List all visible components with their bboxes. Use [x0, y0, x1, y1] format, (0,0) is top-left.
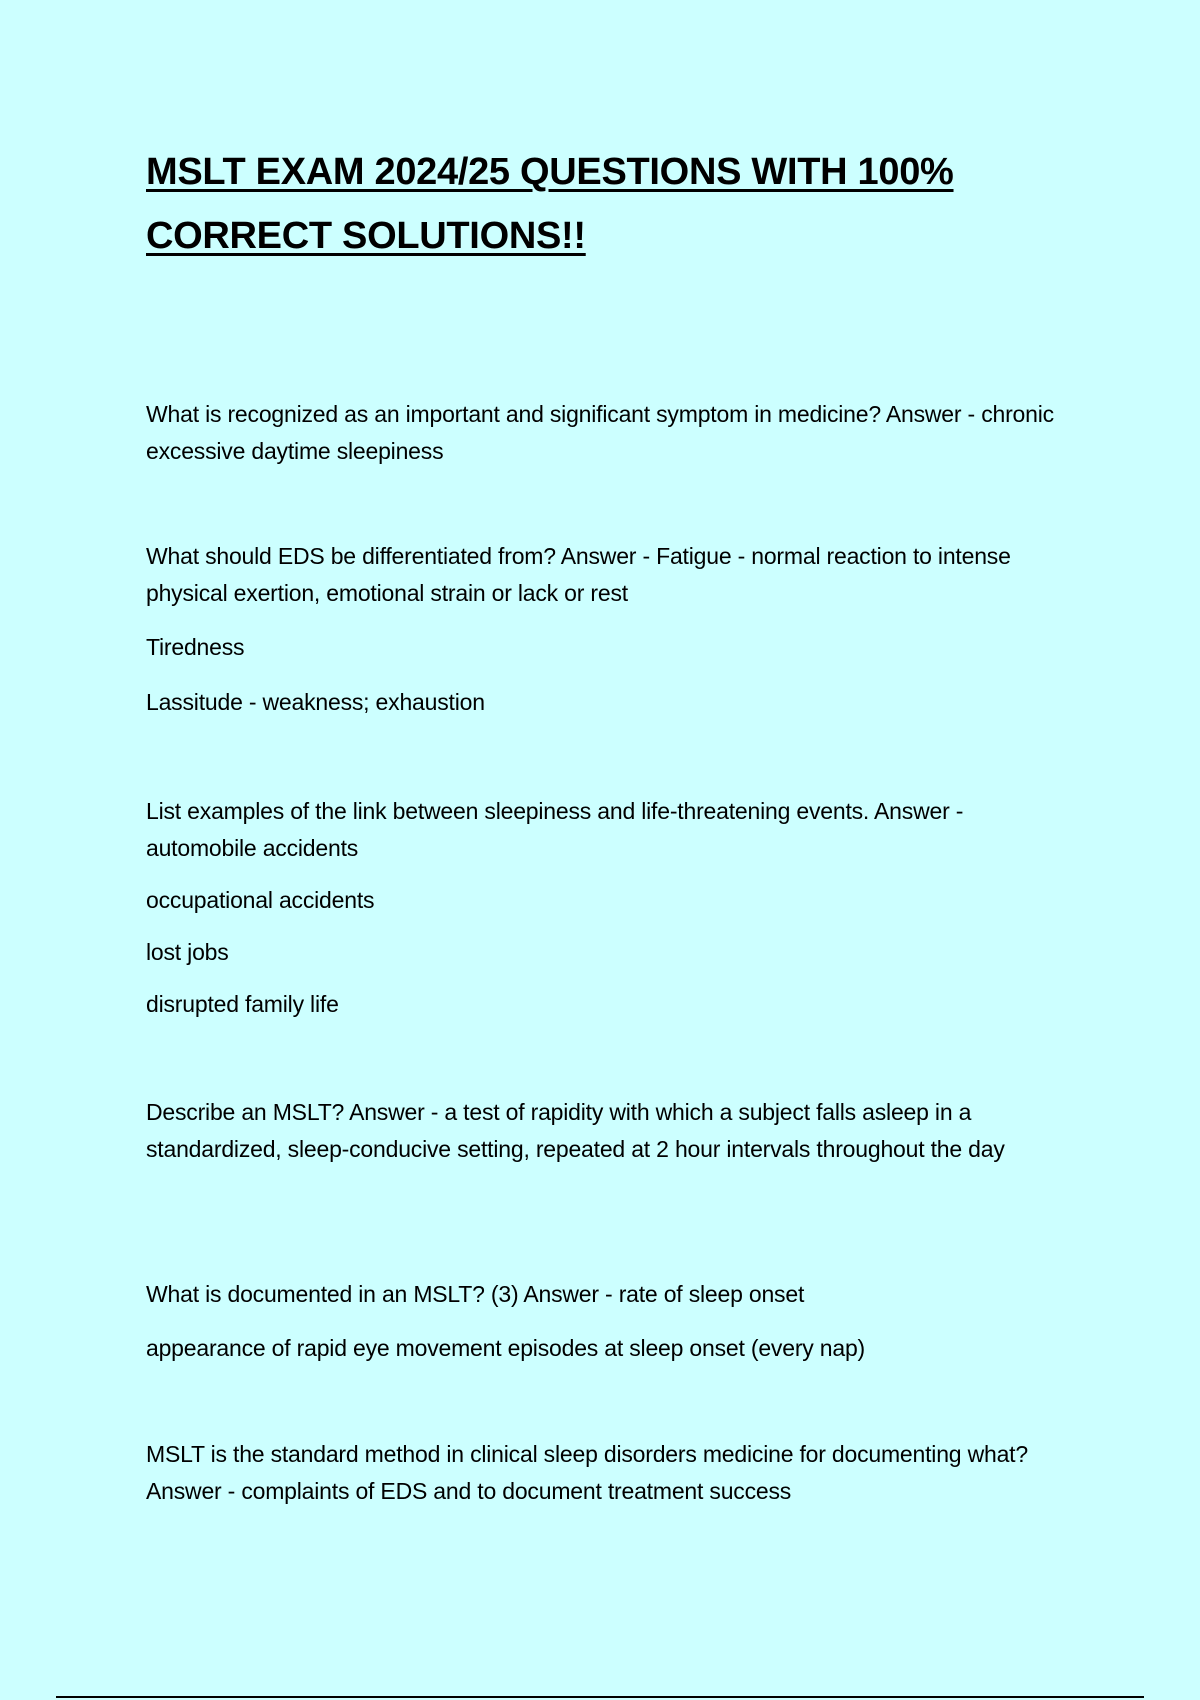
question-1: What is recognized as an important and significant symptom in medicine? Answer - chronic excessive daytime sleepiness	[146, 401, 1054, 464]
question-5: What is documented in an MSLT? (3) Answer - rate of sleep onset	[146, 1281, 805, 1307]
question-6: MSLT is the standard method in clinical sleep disorders medicine for documenting what? Answer - complaints of EDS and to document treatment success	[146, 1441, 1028, 1504]
document-title: MSLT EXAM 2024/25 QUESTIONS WITH 100% CORRECT SOLUTIONS!!	[146, 151, 954, 257]
footer-divider	[56, 1696, 1144, 1698]
answer-item: lost jobs	[146, 939, 229, 965]
answer-item: Tiredness	[146, 634, 245, 660]
answer-item: appearance of rapid eye movement episodes at sleep onset (every nap)	[146, 1335, 866, 1361]
question-3: List examples of the link between sleepiness and life-threatening events. Answer - automobile accidents	[146, 798, 964, 861]
answer-item: Lassitude - weakness; exhaustion	[146, 689, 485, 715]
question-4: Describe an MSLT? Answer - a test of rapidity with which a subject falls asleep in a standardized, sleep-conducive setting, repeated at 2 hour intervals throughout the day	[146, 1099, 1005, 1162]
answer-item: occupational accidents	[146, 887, 375, 913]
answer-item: disrupted family life	[146, 991, 339, 1017]
question-2: What should EDS be differentiated from? Answer - Fatigue - normal reaction to intense physical exertion, emotional strain or lack or rest	[146, 543, 1011, 606]
